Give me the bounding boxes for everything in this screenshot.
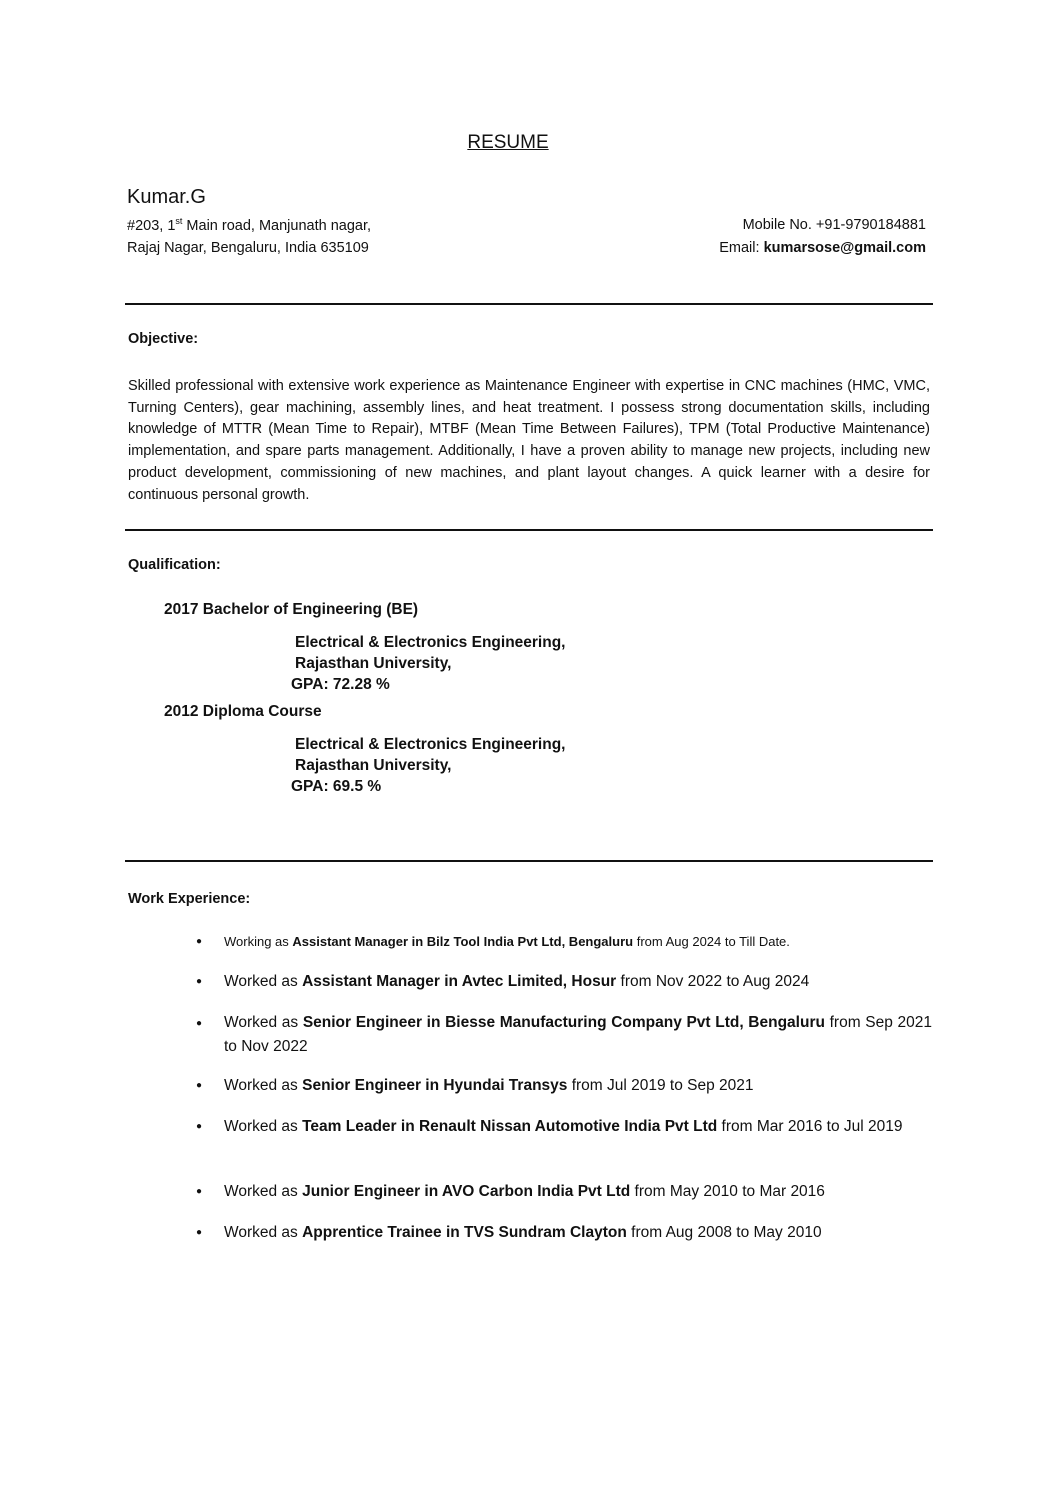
work-experience-heading: Work Experience: [128, 891, 251, 907]
qualification-heading: Qualification: [128, 557, 221, 573]
bullet-icon: ● [196, 1080, 203, 1091]
work-item-period: from Sep 2021 to Nov 2022 [224, 1014, 933, 1055]
qualification-gpa: GPA: 69.5 % [291, 778, 382, 795]
objective-heading: Objective: [128, 331, 199, 347]
work-item-role: Team Leader in Renault Nissan Automotive India Pvt Ltd [302, 1118, 718, 1135]
work-item-prefix: Worked as [224, 973, 303, 990]
work-item [224, 1180, 932, 1204]
work-item-role: Assistant Manager in Bilz Tool India Pvt Ltd, Bengaluru [292, 934, 634, 949]
work-item-period: from Aug 2024 to Till Date. [633, 934, 790, 949]
work-item-period: from Mar 2016 to Jul 2019 [717, 1118, 903, 1135]
address-line-1 [127, 216, 371, 234]
address-line-2: Rajaj Nagar, Bengaluru, India 635109 [127, 240, 369, 256]
work-item-prefix: Working as [224, 934, 293, 949]
work-item-prefix: Worked as [224, 1183, 303, 1200]
mobile-number: +91-9790184881 [815, 217, 926, 233]
divider [125, 529, 933, 531]
work-item-prefix: Worked as [224, 1118, 303, 1135]
qualification-degree: 2017 Bachelor of Engineering (BE) [164, 601, 419, 618]
address-line-1-end: Main road, Manjunath nagar, [182, 217, 372, 234]
work-item-role: Apprentice Trainee in TVS Sundram Clayton [302, 1224, 627, 1241]
work-item-period: from Nov 2022 to Aug 2024 [616, 973, 810, 990]
email-address: kumarsose@gmail.com [763, 240, 926, 256]
work-item-prefix: Worked as [224, 1077, 303, 1094]
qualification-university: Rajasthan University, [295, 757, 452, 774]
qualification-gpa: GPA: 72.28 % [291, 676, 390, 693]
candidate-name: Kumar.G [127, 186, 206, 208]
divider [125, 303, 933, 305]
work-item [224, 1011, 932, 1059]
email-label: Email: [719, 240, 764, 256]
work-item [224, 970, 932, 994]
address-line-1-start: #203, 1 [127, 217, 176, 234]
document-title: RESUME [467, 132, 549, 153]
mobile-line [743, 217, 926, 233]
work-item-period: from Aug 2008 to May 2010 [626, 1224, 822, 1241]
bullet-icon: ● [196, 1121, 203, 1132]
work-item [224, 1074, 932, 1098]
objective-text: Skilled professional with extensive work experience as Maintenance Engineer with expertise in CNC machines (HMC, VMC, Turning Centers), gear machining, assembly lines, and heat treatment. I possess strong documentation skills, including knowledge of MTTR (Mean Time to Repair), MTBF (Mean Time Between Failures), TPM (Total Productive Maintenance) implementation, and spare parts management. Additionally, I have a proven ability to manage new projects, including new product development, commissioning of new machines, and plant layout changes. A quick learner with a desire for continuous personal growth. [128, 378, 930, 503]
work-item-prefix: Worked as [224, 1224, 303, 1241]
bullet-icon: ● [196, 1227, 203, 1238]
qualification-degree: 2012 Diploma Course [164, 703, 322, 720]
mobile-label: Mobile No. [742, 217, 816, 233]
work-item [224, 1221, 932, 1245]
email-line [719, 240, 926, 256]
work-item-role: Junior Engineer in AVO Carbon India Pvt Ltd [302, 1183, 631, 1200]
work-item-period: from May 2010 to Mar 2016 [630, 1183, 825, 1200]
divider [125, 860, 933, 862]
work-item [224, 1115, 932, 1139]
work-item-role: Assistant Manager in Avtec Limited, Hosur [302, 973, 617, 990]
work-item-role: Senior Engineer in Hyundai Transys [302, 1077, 568, 1094]
work-item-period: from Jul 2019 to Sep 2021 [567, 1077, 754, 1094]
qualification-university: Rajasthan University, [295, 655, 452, 672]
bullet-icon: ● [196, 1186, 203, 1197]
work-item-prefix: Worked as [224, 1014, 303, 1031]
address-line-1-superscript: st [175, 216, 183, 226]
work-item-role: Senior Engineer in Biesse Manufacturing Company Pvt Ltd, Bengaluru [302, 1014, 825, 1031]
qualification-field: Electrical & Electronics Engineering, [295, 634, 566, 651]
bullet-icon: ● [196, 936, 203, 947]
work-item [224, 930, 932, 954]
bullet-icon: ● [196, 976, 203, 987]
bullet-icon: ● [196, 1018, 203, 1029]
qualification-field: Electrical & Electronics Engineering, [295, 736, 566, 753]
